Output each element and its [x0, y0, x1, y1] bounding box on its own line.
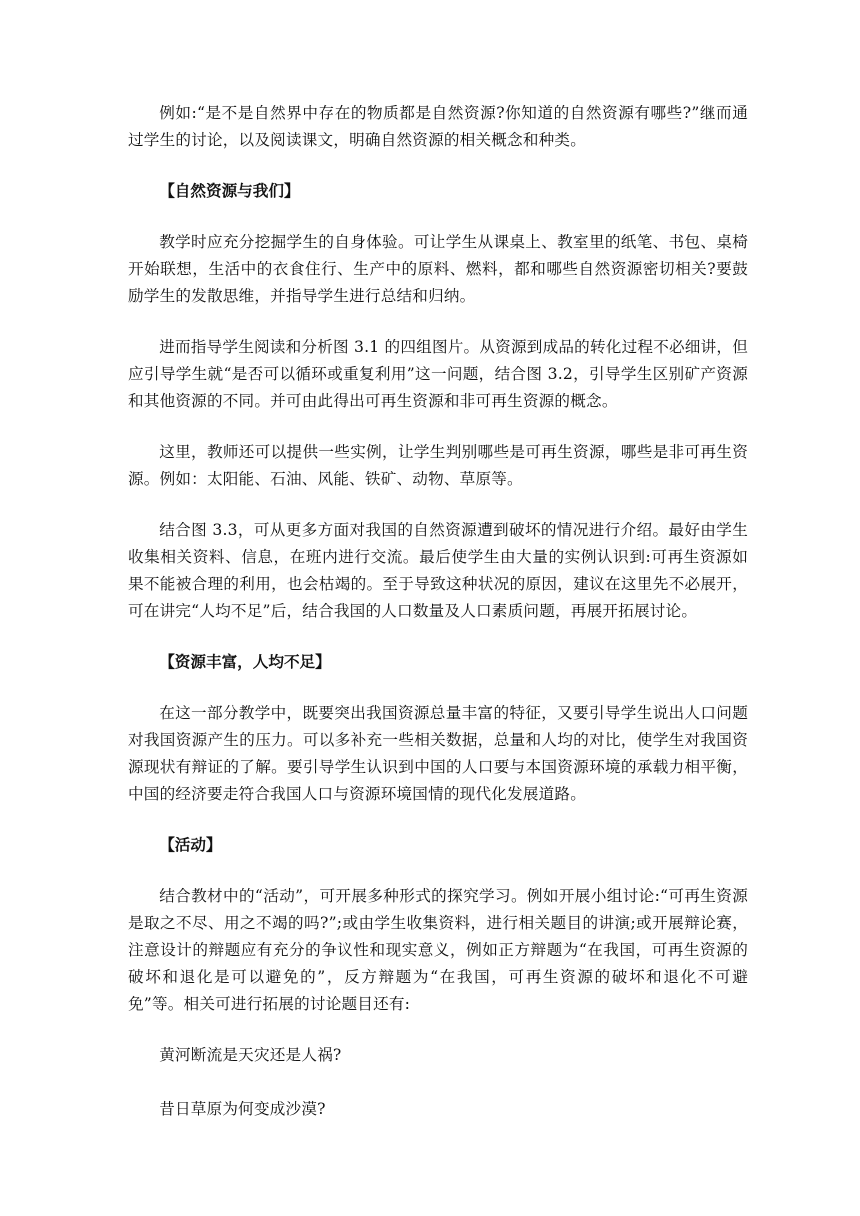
paragraph-examples: 这里，教师还可以提供一些实例，让学生判别哪些是可再生资源，哪些是非可再生资源。例如：太阳能、石油、风能、铁矿、动物、草原等。: [128, 443, 748, 488]
question-grassland: 昔日草原为何变成沙漠?: [159, 1100, 326, 1118]
document-page: [128, 100, 748, 1150]
section-heading-activity: 【活动】: [159, 836, 222, 854]
paragraph-figure-3-1: 进而指导学生阅读和分析图 3.1 的四组图片。从资源到成品的转化过程不必细讲，但应引导学生就“是否可以循环或重复利用”这一问题，结合图 3.2，引导学生区别矿产资源和其他资源的不同。并可由此得出可再生资源和非可再生资源的概念。: [128, 338, 748, 410]
paragraph-figure-3-3: 结合图 3.3，可从更多方面对我国的自然资源遭到破坏的情况进行介绍。最好由学生收集相关资料、信息，在班内进行交流。最后使学生由大量的实例认识到:可再生资源如果不能被合理的利用，也会枯竭的。至于导致这种状况的原因，建议在这里先不必展开，可在讲完“人均不足”后，结合我国的人口数量及人口素质问题，再展开拓展讨论。: [128, 521, 748, 620]
paragraph-rich-resources: 在这一部分教学中，既要突出我国资源总量丰富的特征，又要引导学生说出人口问题对我国资源产生的压力。可以多补充一些相关数据，总量和人均的对比，使学生对我国资源现状有辩证的了解。要引导学生认识到中国的人口要与本国资源环境的承载力相平衡，中国的经济要走符合我国人口与资源环境国情的现代化发展道路。: [128, 704, 748, 803]
section-heading-rich-resources: 【资源丰富，人均不足】: [159, 653, 331, 671]
section-heading-nature-and-us: 【自然资源与我们】: [159, 182, 300, 200]
paragraph-experience: 教学时应充分挖掘学生的自身体验。可让学生从课桌上、教室里的纸笔、书包、桌椅开始联想，生活中的衣食住行、生产中的原料、燃料，都和哪些自然资源密切相关?要鼓励学生的发散思维，并指导学生进行总结和归纳。: [128, 233, 748, 305]
question-yellow-river: 黄河断流是天灾还是人祸?: [159, 1046, 342, 1064]
intro-paragraph: 例如:“是不是自然界中存在的物质都是自然资源?你知道的自然资源有哪些?”继而通过学生的讨论，以及阅读课文，明确自然资源的相关概念和种类。: [128, 104, 748, 149]
paragraph-activity: 结合教材中的“活动”，可开展多种形式的探究学习。例如开展小组讨论:“可再生资源是取之不尽、用之不竭的吗?”;或由学生收集资料，进行相关题目的讲演;或开展辩论赛，注意设计的辩题应有充分的争议性和现实意义，例如正方辩题为“在我国，可再生资源的破坏和退化是可以避免的”，反方辩题为“在我国，可再生资源的破坏和退化不可避免”等。相关可进行拓展的讨论题目还有:: [128, 887, 748, 1013]
